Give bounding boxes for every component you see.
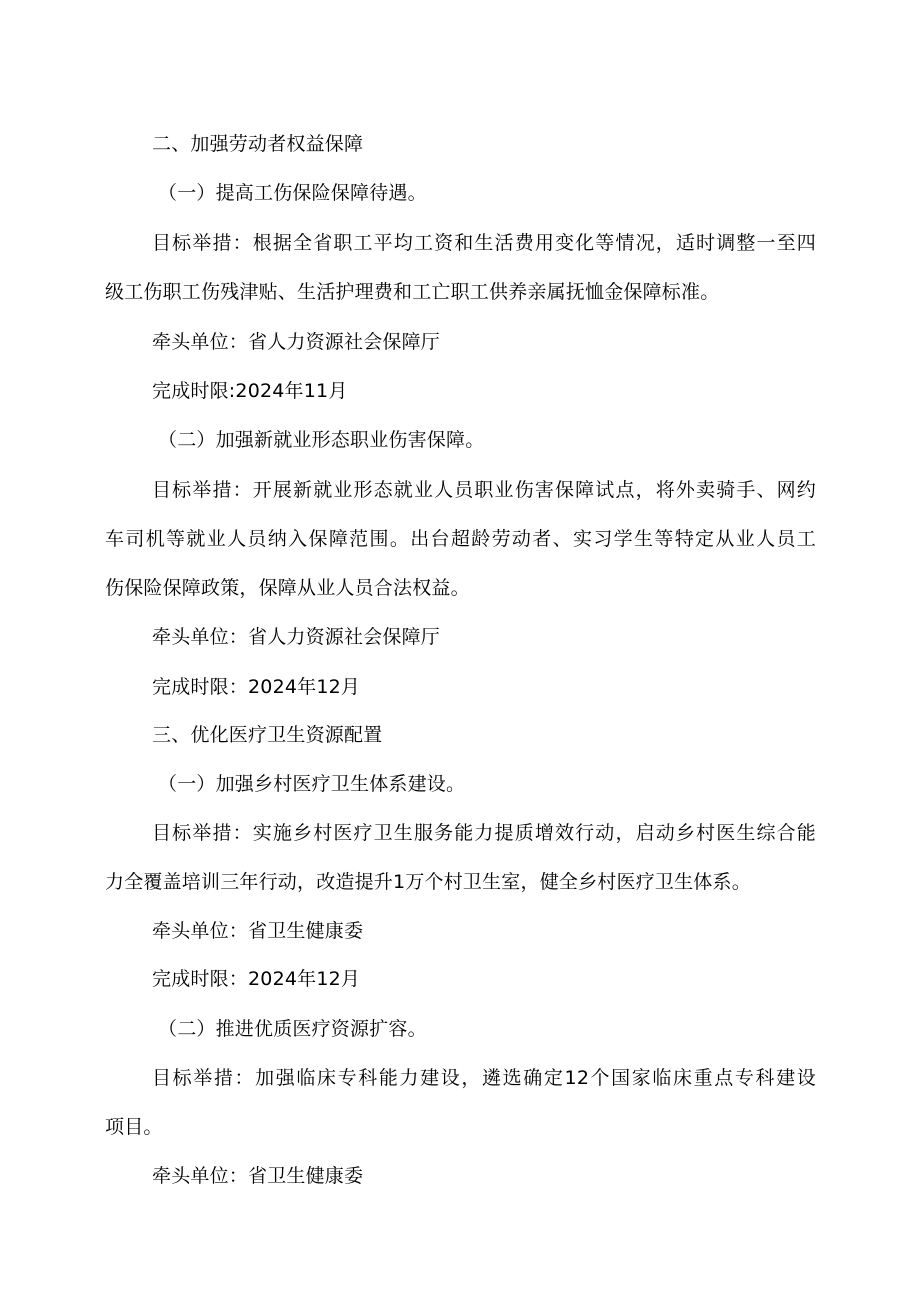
paragraph-line: 伤保险保障政策，保障从业人员合法权益。 (105, 577, 470, 599)
lead-unit-line: 牵头单位：省卫生健康委 (152, 920, 364, 942)
subsection-heading-3-2: （二）推进优质医疗资源扩容。 (158, 1018, 427, 1040)
deadline-line: 完成时限:2024年11月 (152, 380, 348, 402)
paragraph-line: 目标举措：开展新就业形态就业人员职业伤害保障试点，将外卖骑手、网约 (152, 479, 816, 501)
subsection-heading-2-1: （一）提高工伤保险保障待遇。 (158, 182, 427, 204)
paragraph-line: 力全覆盖培训三年行动，改造提升1万个村卫生室，健全乡村医疗卫生体系。 (105, 871, 751, 893)
lead-unit-line: 牵头单位：省卫生健康委 (152, 1165, 364, 1187)
paragraph-line: 目标举措：实施乡村医疗卫生服务能力提质增效行动，启动乡村医生综合能 (152, 822, 816, 844)
section-heading-2: 二、加强劳动者权益保障 (152, 133, 364, 155)
subsection-heading-3-1: （一）加强乡村医疗卫生体系建设。 (158, 773, 466, 795)
lead-unit-line: 牵头单位：省人力资源社会保障厅 (152, 626, 441, 648)
paragraph-line: 车司机等就业人员纳入保障范围。出台超龄劳动者、实习学生等特定从业人员工 (105, 528, 816, 550)
paragraph-line: 目标举措：根据全省职工平均工资和生活费用变化等情况，适时调整一至四 (152, 232, 816, 254)
deadline-line: 完成时限：2024年12月 (152, 676, 361, 698)
section-heading-3: 三、优化医疗卫生资源配置 (152, 724, 383, 746)
subsection-heading-2-2: （二）加强新就业形态职业伤害保障。 (158, 429, 485, 451)
lead-unit-line: 牵头单位：省人力资源社会保障厅 (152, 331, 441, 353)
paragraph-line: 目标举措：加强临床专科能力建设，遴选确定12个国家临床重点专科建设 (152, 1067, 816, 1089)
paragraph-line: 项目。 (105, 1116, 163, 1138)
deadline-line: 完成时限：2024年12月 (152, 968, 361, 990)
paragraph-line: 级工伤职工伤残津贴、生活护理费和工亡职工供养亲属抚恤金保障标准。 (105, 281, 720, 303)
